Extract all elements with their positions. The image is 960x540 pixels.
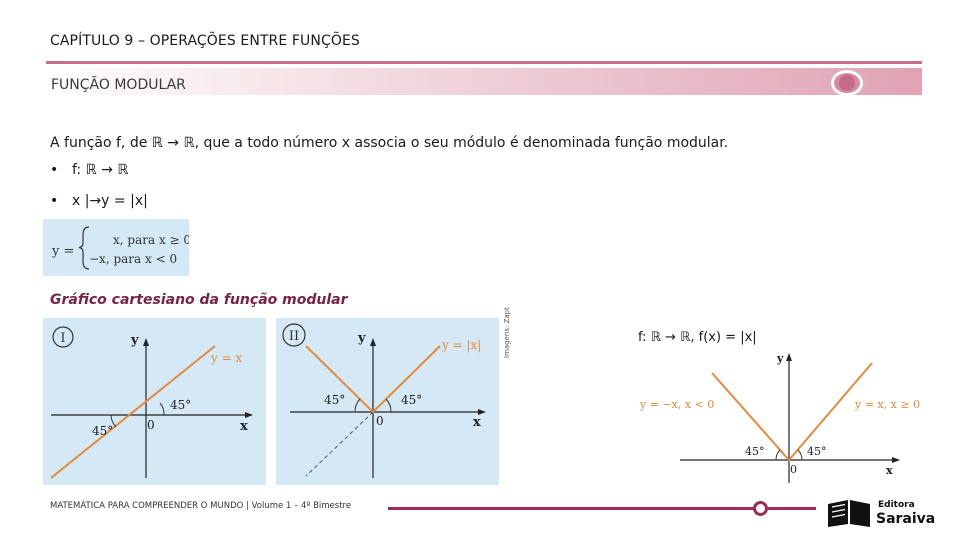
graph-panel-absolute <box>276 318 499 485</box>
y-axis-label: y <box>131 333 139 348</box>
bullet-rule <box>50 193 148 209</box>
publisher-logo <box>826 496 940 528</box>
panel-badge: I <box>60 331 66 346</box>
identity-line <box>51 346 215 478</box>
y-axis-arrow-icon <box>143 338 149 346</box>
x-axis-label: x <box>886 464 893 477</box>
formula-lhs: y = <box>52 244 75 259</box>
angle-arc-left <box>355 399 360 412</box>
origin-label: 0 <box>147 418 155 432</box>
footer-text: MATEMÁTICA PARA COMPREENDER O MUNDO | Volume 1 – 4º Bimestre <box>50 501 352 511</box>
logo-line-1: Editora <box>878 500 915 510</box>
origin-label: 0 <box>790 463 797 476</box>
angle-arc-left <box>776 450 780 460</box>
angle-arc-right <box>386 399 391 412</box>
origin-label: 0 <box>376 414 384 428</box>
footer-line-end <box>768 507 816 510</box>
angle-label-top: 45° <box>170 398 192 412</box>
x-axis-label: x <box>473 415 481 430</box>
angle-label-left: 45° <box>745 445 765 458</box>
angle-arc-top <box>160 403 164 415</box>
section-band <box>46 68 922 95</box>
absolute-value-curve <box>712 363 872 460</box>
image-credit <box>503 307 515 358</box>
footer-line <box>388 507 758 510</box>
reflected-dashed-line <box>306 412 373 476</box>
graph-panel-identity <box>43 318 266 485</box>
graph3-definition: f: ℝ → ℝ, f(x) = |x| <box>638 330 757 345</box>
y-axis-arrow-icon <box>370 338 376 346</box>
definition-text: A função f, de ℝ → ℝ, que a todo número x associa o seu módulo é denominada função modular. <box>50 135 729 151</box>
curve-label: y = x <box>211 351 243 365</box>
chapter-title: CAPÍTULO 9 – OPERAÇÕES ENTRE FUNÇÕES <box>50 33 360 49</box>
y-axis-label: y <box>358 331 366 346</box>
bullet-text: x |→y = |x| <box>72 193 148 209</box>
image-credit-text: Imagens: Zapt <box>503 307 511 358</box>
bullet-domain <box>50 162 128 178</box>
bullet-marker: • <box>50 193 59 209</box>
piecewise-formula <box>43 219 189 276</box>
x-axis-arrow-icon <box>892 457 900 463</box>
curve-label: y = |x| <box>442 338 482 352</box>
header-divider <box>46 61 922 64</box>
left-branch-label: y = −x, x < 0 <box>640 398 715 411</box>
brace-icon <box>79 227 89 269</box>
y-axis-arrow-icon <box>786 353 792 361</box>
formula-case-1: x, para x ≥ 0 <box>113 233 189 247</box>
logo-line-2: Saraiva <box>876 511 936 527</box>
x-axis-label: x <box>240 419 248 434</box>
section-title: FUNÇÃO MODULAR <box>51 77 186 93</box>
angle-arc-right <box>798 450 802 460</box>
book-icon <box>828 500 870 527</box>
panel-badge: II <box>288 329 300 344</box>
angle-label-bottom: 45° <box>92 424 114 438</box>
right-branch-label: y = x, x ≥ 0 <box>855 398 921 411</box>
graph-section-title: Gráfico cartesiano da função modular <box>50 292 348 308</box>
band-circle-icon <box>831 70 863 96</box>
graph-absolute-labeled <box>630 345 930 485</box>
x-axis-arrow-icon <box>245 412 253 418</box>
formula-case-2: −x, para x < 0 <box>89 252 178 266</box>
angle-label-left: 45° <box>324 393 346 407</box>
angle-label-right: 45° <box>401 393 423 407</box>
bullet-marker: • <box>50 162 59 178</box>
bullet-text: f: ℝ → ℝ <box>72 162 129 178</box>
footer-ring-icon <box>753 501 768 516</box>
y-axis-label: y <box>777 352 784 365</box>
angle-label-right: 45° <box>807 445 827 458</box>
